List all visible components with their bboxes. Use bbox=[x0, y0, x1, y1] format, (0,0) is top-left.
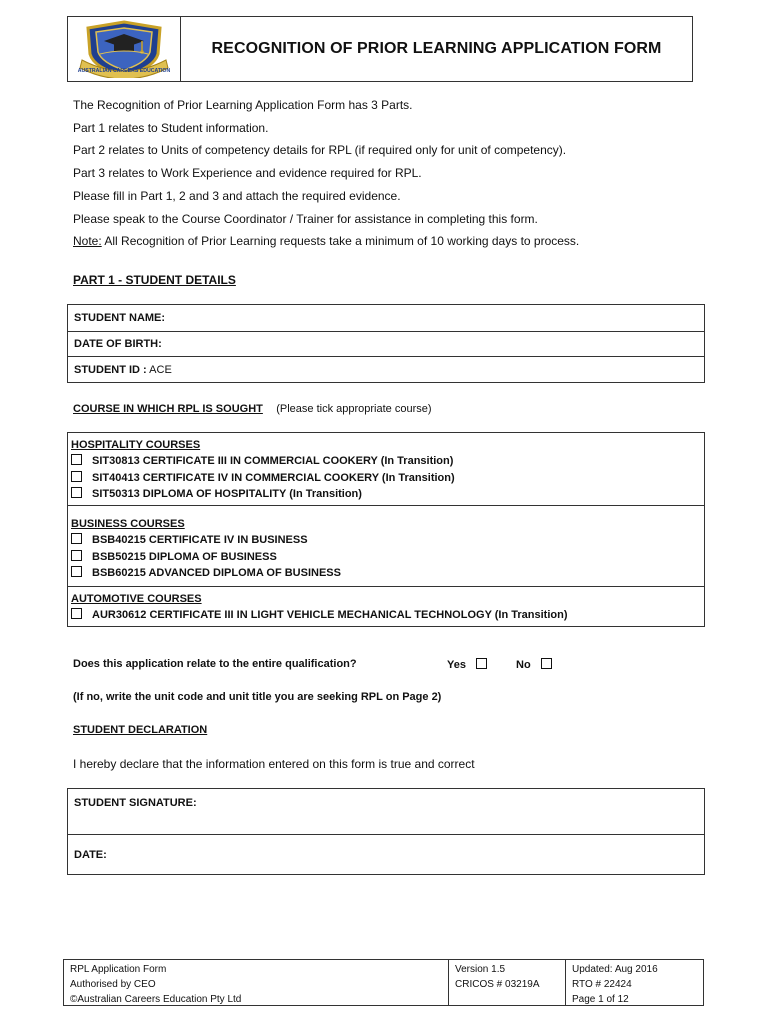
hospitality-heading: HOSPITALITY COURSES bbox=[71, 439, 201, 451]
signature-table bbox=[67, 788, 705, 875]
intro-line: Part 2 relates to Units of competency details for RPL (if required only for unit of competency). bbox=[73, 143, 567, 158]
qualification-question: Does this application relate to the entire qualification? bbox=[73, 658, 357, 670]
footer-col-meta bbox=[566, 960, 703, 1005]
note-text: All Recognition of Prior Learning requests take a minimum of 10 working days to process. bbox=[101, 234, 580, 249]
student-id-field[interactable] bbox=[68, 357, 704, 382]
course-option[interactable] bbox=[71, 470, 704, 486]
intro-line: Please fill in Part 1, 2 and 3 and attach the required evidence. bbox=[73, 188, 401, 203]
signature-label: STUDENT SIGNATURE: bbox=[74, 797, 197, 809]
course-label: BSB50215 DIPLOMA OF BUSINESS bbox=[92, 550, 277, 563]
student-id-label: STUDENT ID : bbox=[74, 363, 147, 376]
declaration-title: STUDENT DECLARATION bbox=[73, 724, 208, 736]
student-name-label: STUDENT NAME: bbox=[74, 312, 166, 324]
course-table bbox=[67, 432, 705, 627]
course-option[interactable] bbox=[71, 565, 704, 581]
school-logo bbox=[74, 20, 174, 78]
intro-line: Part 3 relates to Work Experience and evidence required for RPL. bbox=[73, 166, 422, 181]
no-label: No bbox=[516, 659, 531, 671]
yes-checkbox[interactable] bbox=[476, 658, 487, 669]
intro-note bbox=[73, 230, 579, 253]
page-number: Page 1 of 12 bbox=[572, 994, 629, 1006]
yes-option[interactable] bbox=[447, 658, 497, 671]
checkbox[interactable] bbox=[71, 533, 82, 544]
business-group bbox=[68, 506, 704, 587]
course-option[interactable] bbox=[71, 486, 704, 502]
signature-field[interactable] bbox=[68, 789, 704, 835]
footer-text: CRICOS # 03219A bbox=[455, 979, 540, 991]
date-field[interactable] bbox=[68, 835, 704, 874]
note-label: Note: bbox=[73, 234, 102, 249]
student-name-field[interactable] bbox=[68, 305, 704, 332]
checkbox[interactable] bbox=[71, 487, 82, 498]
checkbox[interactable] bbox=[71, 550, 82, 561]
course-label: SIT50313 DIPLOMA OF HOSPITALITY (In Transition) bbox=[92, 487, 362, 500]
form-title: RECOGNITION OF PRIOR LEARNING APPLICATION FORM bbox=[211, 40, 662, 57]
part1-title: PART 1 - STUDENT DETAILS bbox=[73, 273, 236, 287]
course-option[interactable] bbox=[71, 532, 704, 548]
course-label: BSB60215 ADVANCED DIPLOMA OF BUSINESS bbox=[92, 566, 341, 579]
business-heading: BUSINESS COURSES bbox=[71, 518, 185, 530]
yes-label: Yes bbox=[447, 659, 466, 671]
footer-text: RTO # 22424 bbox=[572, 979, 632, 991]
course-label: SIT30813 CERTIFICATE III IN COMMERCIAL COOKERY (In Transition) bbox=[92, 455, 454, 468]
footer-text: Updated: Aug 2016 bbox=[572, 964, 658, 975]
no-checkbox[interactable] bbox=[541, 658, 552, 669]
logo-wordmark: AUSTRALIAN CAREERS EDUCATION bbox=[77, 68, 171, 74]
footer-text: RPL Application Form bbox=[70, 964, 167, 975]
dob-label: DATE OF BIRTH: bbox=[74, 338, 162, 350]
checkbox[interactable] bbox=[71, 608, 82, 619]
course-section-heading bbox=[73, 401, 432, 415]
footer-text: Authorised by CEO bbox=[70, 979, 156, 991]
intro-line: The Recognition of Prior Learning Application Form has 3 Parts. bbox=[73, 98, 413, 112]
course-option[interactable] bbox=[71, 549, 704, 565]
no-option[interactable] bbox=[516, 658, 562, 671]
intro-line: Part 1 relates to Student information. bbox=[73, 120, 269, 135]
intro-line: Please speak to the Course Coordinator / Trainer for assistance in completing this form. bbox=[73, 211, 538, 226]
page-footer bbox=[63, 959, 704, 1006]
course-option[interactable] bbox=[71, 607, 704, 623]
course-label: BSB40215 CERTIFICATE IV IN BUSINESS bbox=[92, 534, 308, 547]
student-id-value: ACE bbox=[146, 363, 172, 376]
declaration-text: I hereby declare that the information entered on this form is true and correct bbox=[73, 757, 475, 771]
checkbox[interactable] bbox=[71, 471, 82, 482]
checkbox[interactable] bbox=[71, 454, 82, 465]
automotive-group bbox=[68, 587, 704, 630]
course-option[interactable] bbox=[71, 453, 704, 469]
checkbox[interactable] bbox=[71, 566, 82, 577]
qualification-note: (If no, write the unit code and unit title you are seeking RPL on Page 2) bbox=[73, 691, 442, 703]
course-label: SIT40413 CERTIFICATE IV IN COMMERCIAL COOKERY (In Transition) bbox=[92, 471, 455, 484]
student-details-table bbox=[67, 304, 705, 383]
date-label: DATE: bbox=[74, 848, 107, 861]
footer-col-doc bbox=[64, 960, 449, 1005]
footer-col-version bbox=[449, 960, 566, 1005]
dob-field[interactable] bbox=[68, 332, 704, 357]
automotive-heading: AUTOMOTIVE COURSES bbox=[71, 593, 202, 605]
logo-cell bbox=[68, 17, 181, 81]
course-hint: (Please tick appropriate course) bbox=[276, 403, 432, 415]
hospitality-group bbox=[68, 433, 704, 506]
intro-text bbox=[73, 94, 579, 253]
footer-text: Version 1.5 bbox=[455, 964, 506, 975]
course-label: AUR30612 CERTIFICATE III IN LIGHT VEHICLE MECHANICAL TECHNOLOGY (In Transition) bbox=[92, 609, 568, 622]
footer-text: ©Australian Careers Education Pty Ltd bbox=[70, 994, 242, 1006]
form-header bbox=[67, 16, 693, 82]
course-title: COURSE IN WHICH RPL IS SOUGHT bbox=[73, 403, 263, 415]
